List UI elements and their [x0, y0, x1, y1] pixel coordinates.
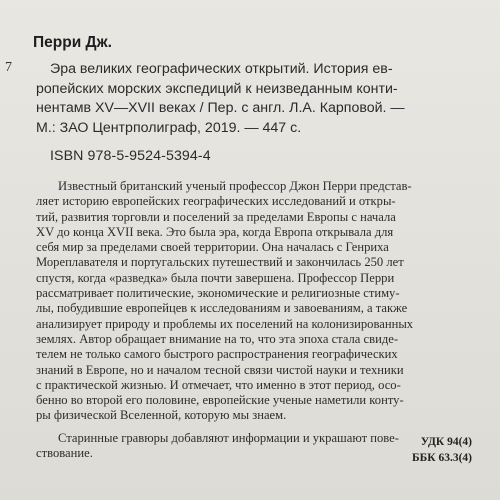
annotation-line: бенно во второй его половине, европейские ученые наметили конту- [36, 393, 404, 408]
udk-code: УДК 94(4) [420, 436, 472, 448]
annotation-line: Мореплавателя и португальских путешествий и закончилась 250 лет [36, 255, 404, 270]
biblio-line: ропейских морских экспедиций к неизведанным конти- [36, 80, 398, 97]
annotation-line: знаний в Европе, но и началом тесной связи чистой науки и техники [36, 362, 404, 377]
bibliographic-description [36, 60, 468, 138]
biblio-line: М.: ЗАО Центрполиграф, 2019. — 447 с. [36, 119, 302, 136]
annotation-line: землях. Автор обращает внимание на то, что эта эпоха стала свиде- [36, 331, 399, 346]
annotation-line: ствование. [36, 446, 93, 461]
annotation-line: анализирует природу и проблемы их поселений на колонизированных [36, 316, 414, 331]
annotation-line: с практической жизнью. И отмечает, что именно в этот период, осо- [36, 377, 401, 392]
page-edge-number: 7 [5, 60, 12, 75]
annotation-line: телем не только самого быстрого распространения географических [36, 347, 398, 362]
annotation-line: себя мир за пределами своей территории. Она началась с Генриха [36, 240, 389, 255]
isbn-number: ISBN 978-5-9524-5394-4 [50, 148, 211, 164]
annotation-line: тий, развития торговли и поселений за пределами Европы с начала [36, 209, 396, 224]
biblio-line: нентамв XV—XVII веках / Пер. с англ. Л.А. Карповой. — [36, 100, 405, 116]
annotation-line: Известный британский ученый профессор Джон Перри представ- [58, 179, 412, 193]
bbk-code: ББК 63.3(4) [412, 452, 472, 464]
annotation-line: спустя, когда «разведка» была почти завершена. Профессор Перри [36, 270, 395, 285]
annotation-line: ры физической Вселенной, которую мы знаем. [36, 408, 287, 423]
annotation-line: рассматривает политические, экономические и религиозные стиму- [36, 286, 400, 301]
biblio-line: Эра великих географических открытий. История ев- [50, 61, 393, 77]
paragraph-gap [36, 424, 476, 431]
author-name: Перри Дж. [33, 34, 112, 51]
annotation-text [36, 179, 476, 461]
annotation-line: XV до конца XVII века. Это была эра, когда Европа открывала для [36, 224, 394, 239]
annotation-line: лы, побудившие европейцев к исследованиям и завоеваниям, а также [36, 301, 408, 316]
annotation-line: Старинные гравюры добавляют информации и украшают пове- [58, 430, 399, 445]
annotation-line: ляет историю европейских географических исследований и откры- [36, 194, 396, 209]
